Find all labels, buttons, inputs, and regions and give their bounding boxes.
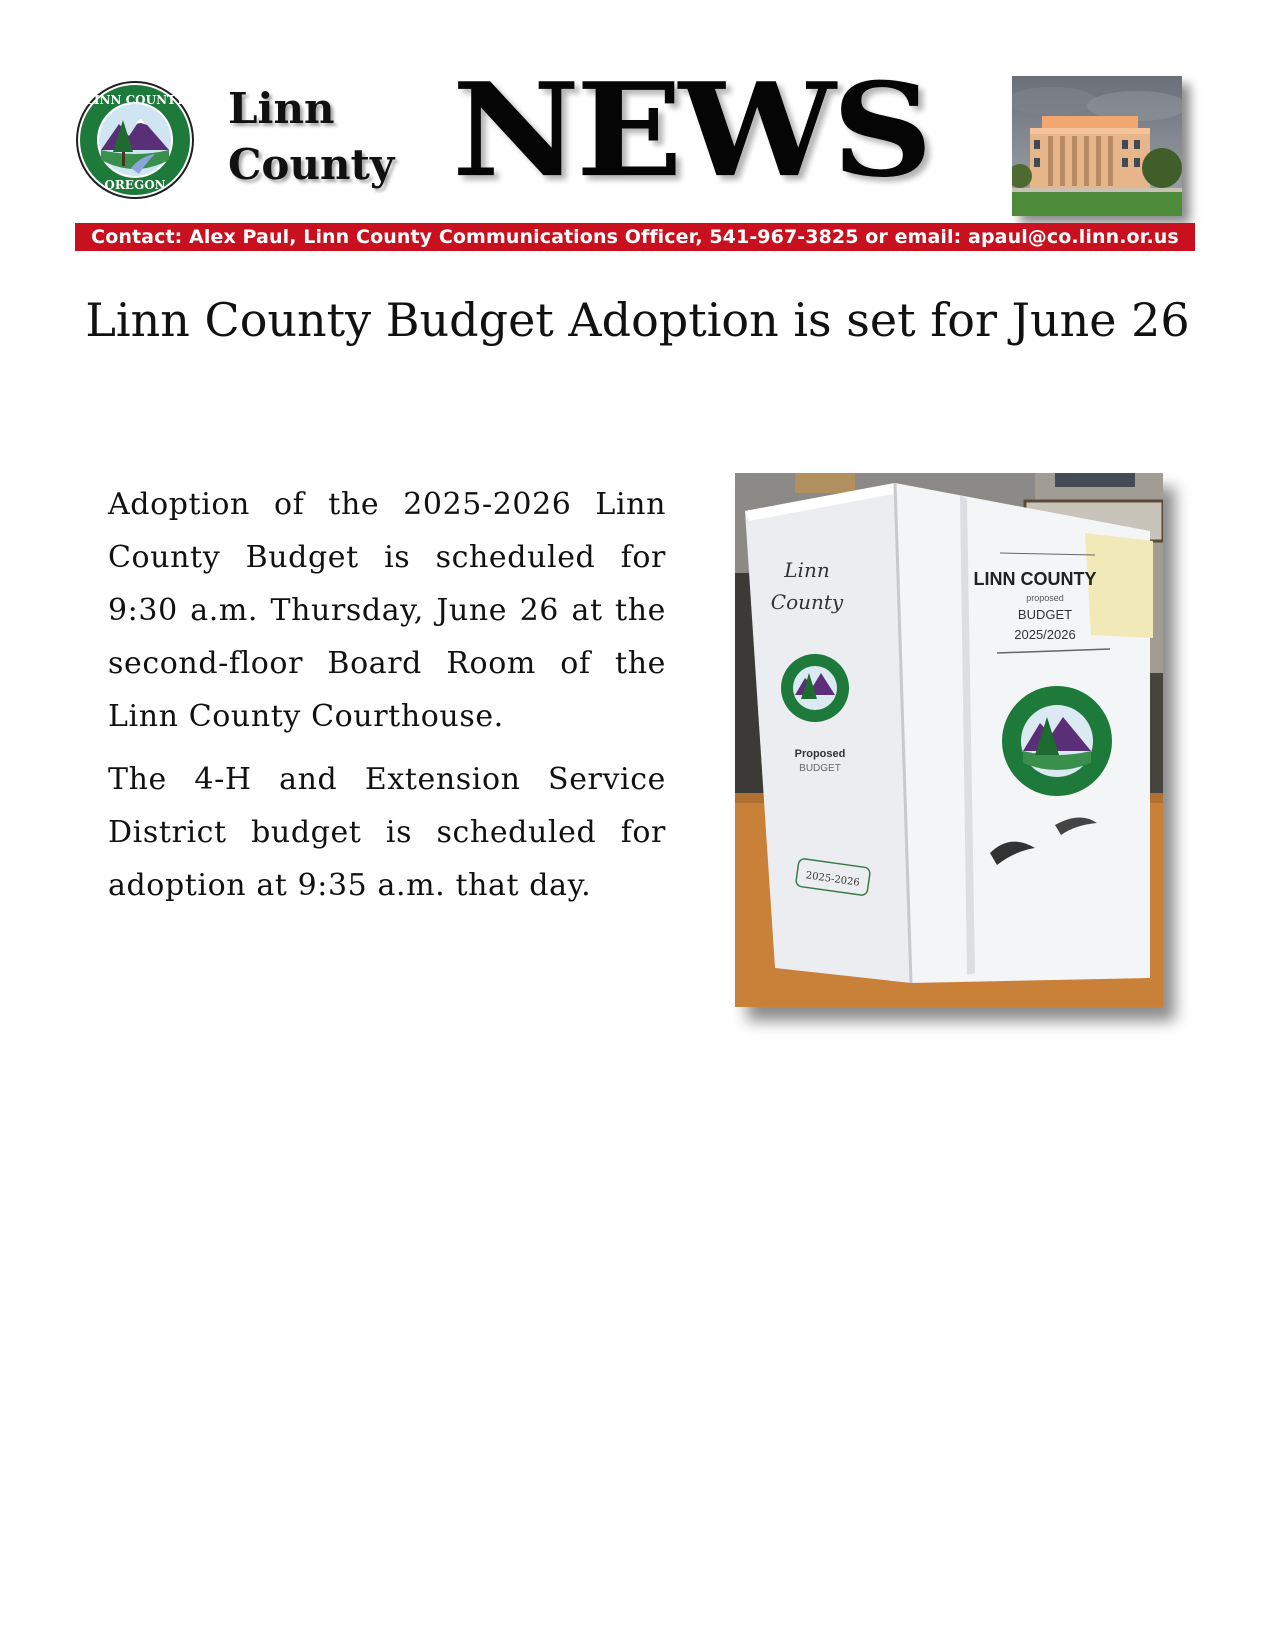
binder-cover-seal [1002, 686, 1112, 796]
budget-binder-photo [735, 473, 1163, 1007]
masthead-news-title: NEWS [452, 55, 930, 207]
masthead [0, 0, 1275, 260]
binder-cover-year: 2025/2026 [1014, 627, 1076, 642]
binder-spine-county: County [770, 590, 844, 614]
binder-cover-budget: BUDGET [1017, 607, 1073, 622]
binder-spine-year: 2025-2026 [805, 870, 861, 889]
binder-spine-proposed: Proposed [794, 748, 846, 760]
linn-county-seal-logo [75, 80, 195, 200]
seal-text-top: LINN COUNTY [85, 93, 185, 107]
masthead-county-label: County [228, 140, 395, 189]
binder-spine-budget: BUDGET [799, 763, 841, 774]
contact-bar: Contact: Alex Paul, Linn County Communications Officer, 541-967-3825 or email: apaul@co.linn.or.us [75, 223, 1195, 251]
seal-text-bottom: OREGON [104, 178, 166, 192]
courthouse-photo [1012, 76, 1182, 216]
binder-spine-seal [781, 654, 849, 722]
article-paragraph: Adoption of the 2025-2026 Linn County Budget is scheduled for 9:30 a.m. Thursday, June 26 at the second-floor Board Room of the Linn County Courthouse. [108, 487, 666, 734]
article-body [108, 478, 666, 922]
binder-cover-title: LINN COUNTY [973, 569, 1097, 589]
binder-spine-linn: Linn [784, 558, 830, 582]
article-headline: Linn County Budget Adoption is set for June 26 [85, 293, 1190, 347]
masthead-linn-label: Linn [228, 84, 335, 133]
binder-cover-proposed: proposed [1026, 593, 1064, 603]
article-paragraph: The 4-H and Extension Service District budget is scheduled for adoption at 9:35 a.m. that day. [108, 762, 666, 903]
